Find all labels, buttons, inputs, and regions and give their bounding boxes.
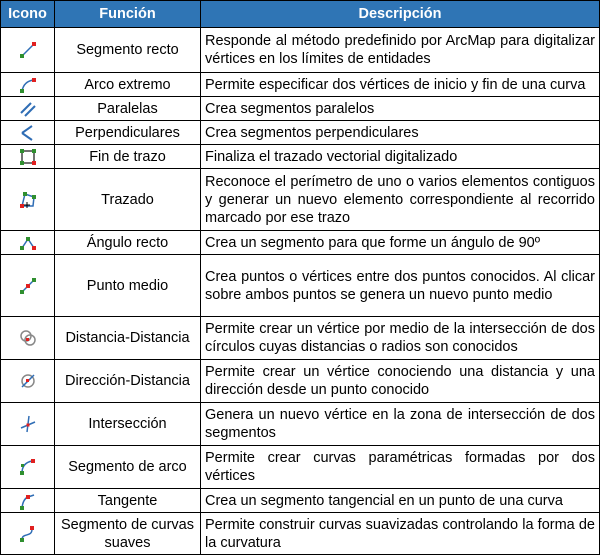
function-name: Distancia-Distancia bbox=[55, 317, 201, 360]
function-description: Crea segmentos perpendiculares bbox=[201, 121, 600, 145]
table-row bbox=[1, 489, 600, 513]
function-name: Arco extremo bbox=[55, 73, 201, 97]
table-row bbox=[1, 403, 600, 446]
perpendicular-icon bbox=[18, 123, 38, 143]
smooth-curve-segment-icon bbox=[18, 524, 38, 544]
function-description: Reconoce el perímetro de uno o varios elementos contiguos y generar un nuevo elemento correspondiente al recorrido marcado por ese trazo bbox=[201, 169, 600, 231]
function-name: Perpendiculares bbox=[55, 121, 201, 145]
distance-distance-icon bbox=[18, 328, 38, 348]
function-description: Responde al método predefinido por ArcMap para digitalizar vértices en los límites de entidades bbox=[201, 28, 600, 73]
function-description: Crea un segmento tangencial en un punto de una curva bbox=[201, 489, 600, 513]
midpoint-icon bbox=[18, 276, 38, 296]
right-angle-icon bbox=[18, 233, 38, 253]
table-row bbox=[1, 121, 600, 145]
function-description: Permite especificar dos vértices de inicio y fin de una curva bbox=[201, 73, 600, 97]
header-function: Función bbox=[55, 1, 201, 28]
function-description: Genera un nuevo vértice en la zona de intersección de dos segmentos bbox=[201, 403, 600, 446]
header-icon: Icono bbox=[1, 1, 55, 28]
table-row bbox=[1, 28, 600, 73]
function-description: Crea un segmento para que forme un ángulo de 90º bbox=[201, 231, 600, 255]
function-description: Permite crear un vértice por medio de la intersección de dos círculos cuyas distancias o radios son conocidos bbox=[201, 317, 600, 360]
function-description: Permite crear curvas paramétricas formadas por dos vértices bbox=[201, 446, 600, 489]
function-name: Intersección bbox=[55, 403, 201, 446]
function-description: Crea segmentos paralelos bbox=[201, 97, 600, 121]
function-name: Fin de trazo bbox=[55, 145, 201, 169]
function-name: Ángulo recto bbox=[55, 231, 201, 255]
header-row bbox=[1, 1, 600, 28]
straight-segment-icon bbox=[18, 40, 38, 60]
finish-sketch-icon bbox=[18, 147, 38, 167]
parallel-icon bbox=[18, 99, 38, 119]
table-row bbox=[1, 317, 600, 360]
table-row bbox=[1, 169, 600, 231]
table-row bbox=[1, 255, 600, 317]
function-description: Crea puntos o vértices entre dos puntos conocidos. Al clicar sobre ambos puntos se genera un nuevo punto medio bbox=[201, 255, 600, 317]
trace-icon bbox=[18, 190, 38, 210]
table-row bbox=[1, 360, 600, 403]
table-row bbox=[1, 145, 600, 169]
table-row bbox=[1, 513, 600, 555]
function-name: Segmento recto bbox=[55, 28, 201, 73]
intersection-icon bbox=[18, 414, 38, 434]
function-name: Punto medio bbox=[55, 255, 201, 317]
direction-distance-icon bbox=[18, 371, 38, 391]
function-description: Permite construir curvas suavizadas controlando la forma de la curvatura bbox=[201, 513, 600, 555]
table-row bbox=[1, 446, 600, 489]
function-description: Finaliza el trazado vectorial digitalizado bbox=[201, 145, 600, 169]
function-name: Paralelas bbox=[55, 97, 201, 121]
table-row bbox=[1, 73, 600, 97]
function-description: Permite crear un vértice conociendo una distancia y una dirección desde un punto conocido bbox=[201, 360, 600, 403]
header-description: Descripción bbox=[201, 1, 600, 28]
function-name: Segmento de arco bbox=[55, 446, 201, 489]
function-name: Trazado bbox=[55, 169, 201, 231]
table-row bbox=[1, 97, 600, 121]
function-name: Tangente bbox=[55, 489, 201, 513]
arc-segment-icon bbox=[18, 457, 38, 477]
end-point-arc-icon bbox=[18, 75, 38, 95]
table-row bbox=[1, 231, 600, 255]
function-name: Segmento de curvas suaves bbox=[55, 513, 201, 555]
function-name: Dirección-Distancia bbox=[55, 360, 201, 403]
tangent-icon bbox=[18, 491, 38, 511]
